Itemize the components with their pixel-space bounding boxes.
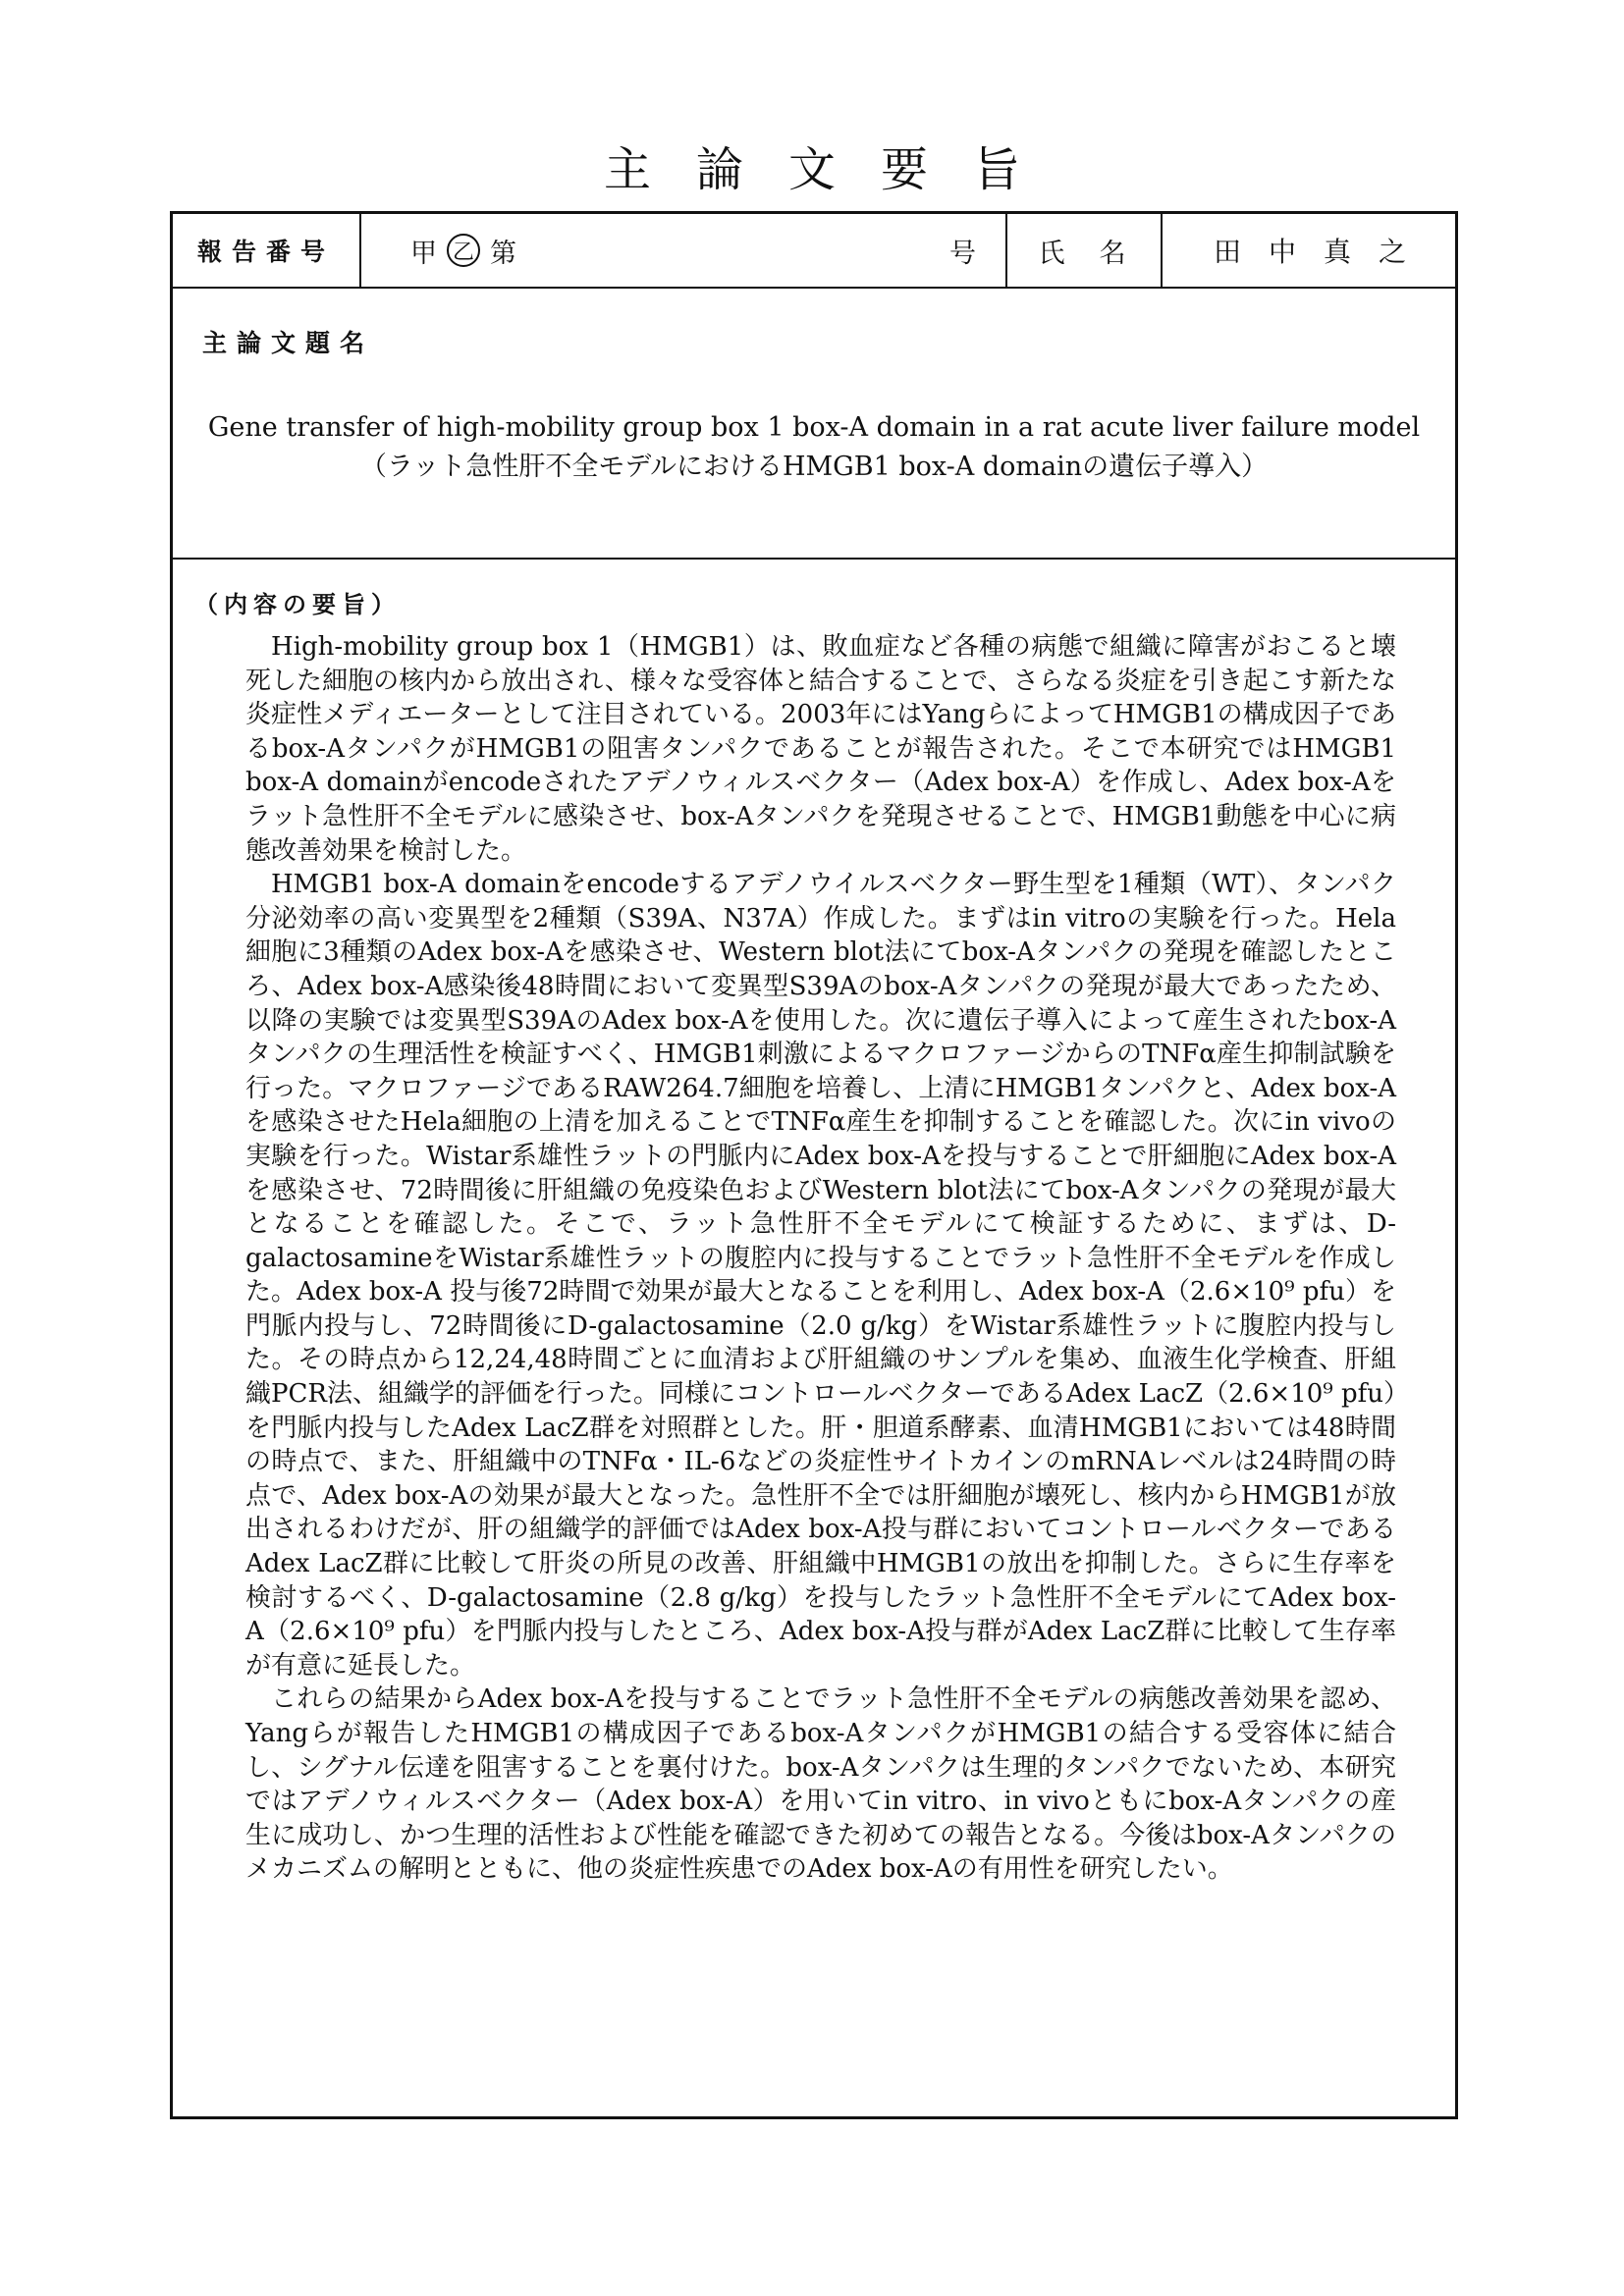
title-section [173,289,1455,560]
abstract-heading: （内容の要旨） [194,591,401,618]
abstract-body [245,630,1396,1887]
report-number-label: 報告番号 [196,238,335,266]
author-name: 田 中 真 之 [1213,236,1406,268]
gou-mark: 号 [949,238,976,269]
kou-mark: 甲 [410,238,437,269]
page-title: 主論文要旨 [603,142,1065,197]
abstract-section [173,560,1455,2116]
report-number-cell [361,214,1005,287]
paper-title-japanese: （ラット急性肝不全モデルにおけるHMGB1 box-A domainの遺伝子導入） [359,452,1269,482]
name-label: 氏 名 [1038,238,1130,269]
paper-title-english: Gene transfer of high-mobility group box 1 box-A domain in a rat acute liver failure model [207,412,1421,443]
title-section-label: 主論文題名 [202,329,375,357]
abstract-paragraph: High-mobility group box 1（HMGB1）は、敗血症など各種の病態で組織に障害がおこると壊死した細胞の核内から放出され、様々な受容体と結合することで、さらなる炎症を引き起こす新たな炎症性メディエーターとして注目されている。2003年にはYangらによってHMGB1の構成因子であるbox-AタンパクがHMGB1の阻害タンパクであることが報告された。そこで本研究ではHMGB1 box-A domainがencodeされたアデノウィルスベクター（Adex box-A）を作成し、Adex box-Aをラット急性肝不全モデルに感染させ、box-Aタンパクを発現させることで、HMGB1動態を中心に病態改善効果を検討した。 [245,632,1396,866]
form-frame [170,211,1458,2119]
otsu-circled-mark: 乙 [447,234,480,267]
header-row [173,214,1455,289]
abstract-paragraph: HMGB1 box-A domainをencodeするアデノウイルスベクター野生型を1種類（WT）、タンパク分泌効率の高い変異型を2種類（S39A、N37A）作成した。まずはin vitroの実験を行った。Hela細胞に3種類のAdex box-Aを感染させ、Western blot法にてbox-Aタンパクの発現を確認したところ、Adex box-A感染後48時間において変異型S39Aのbox-Aタンパクの発現が最大であったため、以降の実験では変異型S39AのAdex box-Aを使用した。次に遺伝子導入によって産生されたbox-Aタンパクの生理活性を検証すべく、HMGB1刺激によるマクロファージからのTNFα産生抑制試験を行った。マクロファージであるRAW264.7細胞を培養し、上清にHMGB1タンパクと、Adex box-Aを感染させたHela細胞の上清を加えることでTNFα産生を抑制することを確認した。次にin vivoの実験を行った。Wistar系雄性ラットの門脈内にAdex box-Aを投与することで肝細胞にAdex box-Aを感染させ、72時間後に肝組織の免疫染色およびWestern blot法にてbox-Aタンパクの発現が最大となることを確認した。そこで、ラット急性肝不全モデルにて検証するために、まずは、D-galactosamineをWistar系雄性ラットの腹腔内に投与することでラット急性肝不全モデルを作成した。Adex box-A 投与後72時間で効果が最大となることを利用し、Adex box-A（2.6×10⁹ pfu）を門脈内投与し、72時間後にD-galactosamine（2.0 g/kg）をWistar系雄性ラットに腹腔内投与した。その時点から12,24,48時間ごとに血清および肝組織のサンプルを集め、血液生化学検査、肝組織PCR法、組織学的評価を行った。同様にコントロールベクターであるAdex LacZ（2.6×10⁹ pfu）を門脈内投与したAdex LacZ群を対照群とした。肝・胆道系酵素、血清HMGB1においては48時間の時点で、また、肝組織中のTNFα・IL-6などの炎症性サイトカインのmRNAレベルは24時間の時点で、Adex box-Aの効果が最大となった。急性肝不全では肝細胞が壊死し、核内からHMGB1が放出されるわけだが、肝の組織学的評価ではAdex box-A投与群においてコントロールベクターであるAdex LacZ群に比較して肝炎の所見の改善、肝組織中HMGB1の放出を抑制した。さらに生存率を検討するべく、D-galactosamine（2.8 g/kg）を投与したラット急性肝不全モデルにてAdex box-A（2.6×10⁹ pfu）を門脈内投与したところ、Adex box-A投与群がAdex LacZ群に比較して生存率が有意に延長した。 [245,870,1396,1681]
abstract-paragraph: これらの結果からAdex box-Aを投与することでラット急性肝不全モデルの病態改善効果を認め、Yangらが報告したHMGB1の構成因子であるbox-AタンパクがHMGB1の結合する受容体に結合し、シグナル伝達を阻害することを裏付けた。box-Aタンパクは生理的タンパクでないため、本研究ではアデノウィルスベクター（Adex box-A）を用いてin vitro、in vivoともにbox-Aタンパクの産生に成功し、かつ生理的活性および性能を確認できた初めての報告となる。今後はbox-Aタンパクのメカニズムの解明とともに、他の炎症性疾患でのAdex box-Aの有用性を研究したい。 [245,1684,1396,1885]
dai-mark: 第 [490,238,516,269]
